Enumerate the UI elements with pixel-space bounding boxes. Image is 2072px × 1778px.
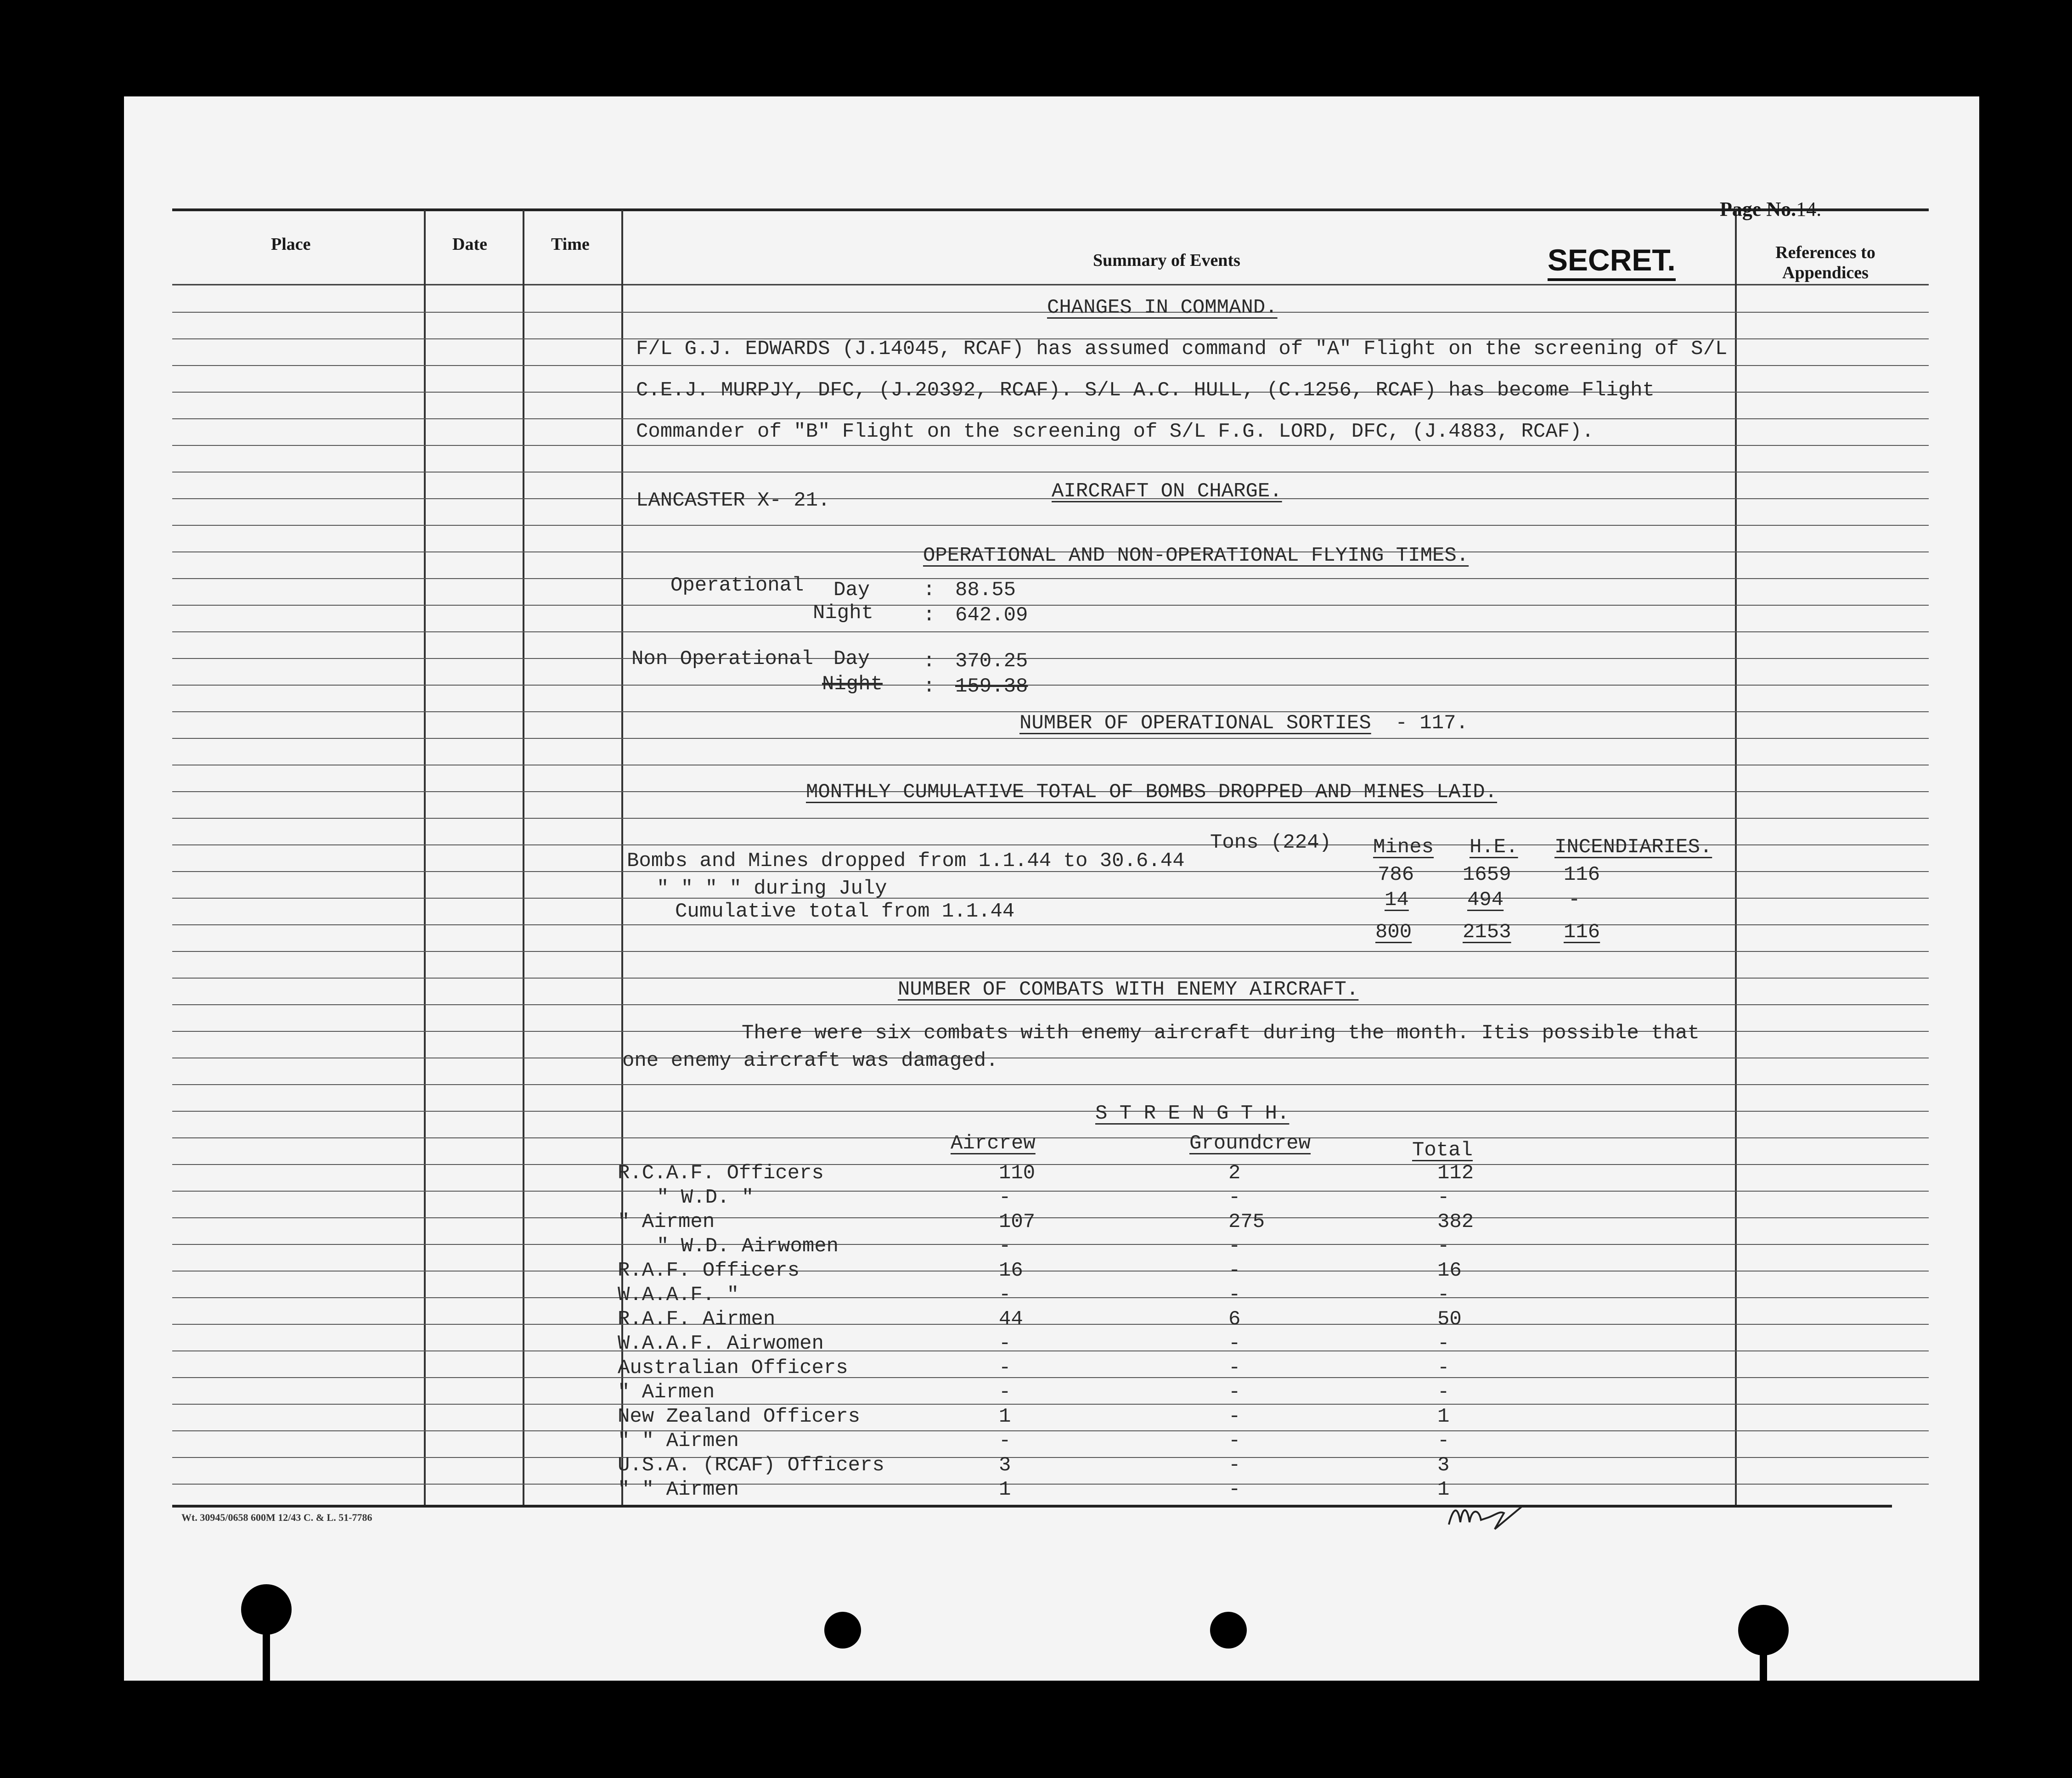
page-number-label: Page No.14. [1720, 198, 1822, 220]
strength-row-groundcrew: - [1228, 1429, 1241, 1452]
operational-night-label: Night [813, 602, 874, 625]
flying-times-heading: OPERATIONAL AND NON-OPERATIONAL FLYING TIMES. [923, 544, 1469, 567]
strength-row-label: R.C.A.F. Officers [618, 1162, 824, 1185]
changes-line-1: F/L G.J. EDWARDS (J.14045, RCAF) has assumed command of "A" Flight on the screening of S/L [636, 338, 1728, 360]
column-header-place: Place [271, 235, 311, 254]
column-header-date: Date [452, 235, 487, 254]
colon: : [923, 604, 935, 627]
bombs-row-label: Cumulative total from 1.1.44 [675, 900, 1015, 923]
bombs-row-he: 494 [1467, 889, 1504, 912]
strength-col-groundcrew: Groundcrew [1189, 1132, 1311, 1155]
strength-row-groundcrew: - [1228, 1405, 1241, 1428]
strength-row-total: - [1437, 1283, 1450, 1306]
bombs-heading: MONTHLY CUMULATIVE TOTAL OF BOMBS DROPPED AND MINES LAID. [806, 781, 1498, 804]
binder-hole [1210, 1612, 1247, 1649]
strength-row-groundcrew: - [1228, 1478, 1241, 1501]
operational-night-value: 642.09 [955, 604, 1028, 627]
strength-row-label: " Airmen [618, 1210, 715, 1233]
strength-row-groundcrew: 275 [1228, 1210, 1265, 1233]
strength-row-aircrew: - [999, 1235, 1011, 1258]
form-sheet [124, 96, 1979, 1681]
strength-row-groundcrew: - [1228, 1381, 1241, 1404]
aircraft-heading: AIRCRAFT ON CHARGE. [1052, 480, 1282, 503]
strength-row-groundcrew: - [1228, 1186, 1241, 1209]
bombs-row-inc: 116 [1564, 863, 1600, 886]
strength-row-aircrew: 3 [999, 1454, 1011, 1477]
strength-row-aircrew: 1 [999, 1478, 1011, 1501]
strength-row-aircrew: - [999, 1381, 1011, 1404]
strength-row-groundcrew: - [1228, 1283, 1241, 1306]
strength-row-total: 1 [1437, 1478, 1450, 1501]
strength-row-total: 3 [1437, 1454, 1450, 1477]
secret-stamp: SECRET. [1548, 242, 1676, 281]
strength-row-total: - [1437, 1356, 1450, 1379]
page-number: 14. [1796, 198, 1822, 220]
column-header-references: References to Appendices [1775, 243, 1875, 282]
strength-row-label: W.A.A.F. " [618, 1283, 739, 1306]
combats-line-2: one enemy aircraft was damaged. [622, 1049, 998, 1072]
strength-row-label: " W.D. " [657, 1186, 754, 1209]
strength-row-aircrew: 1 [999, 1405, 1011, 1428]
binder-hole-slot [1760, 1632, 1767, 1681]
bombs-total-he: 2153 [1463, 921, 1511, 944]
bombs-row-label: " " " " during July [657, 877, 887, 900]
bombs-row-label: Bombs and Mines dropped from 1.1.44 to 30.6.44 [627, 850, 1185, 872]
initials-signature [1444, 1497, 1536, 1534]
bombs-total-mines: 800 [1375, 921, 1412, 944]
combats-heading: NUMBER OF COMBATS WITH ENEMY AIRCRAFT. [898, 978, 1359, 1001]
strength-row-total: 1 [1437, 1405, 1450, 1428]
strength-row-label: " " Airmen [618, 1429, 739, 1452]
strength-row-groundcrew: 6 [1228, 1308, 1241, 1331]
strength-row-label: " Airmen [618, 1381, 715, 1404]
strength-row-label: Australian Officers [618, 1356, 848, 1379]
bombs-col-mines: Mines [1373, 836, 1434, 859]
strength-row-aircrew: - [999, 1429, 1011, 1452]
strength-row-total: - [1437, 1186, 1450, 1209]
strength-row-aircrew: - [999, 1332, 1011, 1355]
strength-row-aircrew: - [999, 1283, 1011, 1306]
strength-row-total: 50 [1437, 1308, 1462, 1331]
bombs-row-inc: - [1568, 889, 1581, 912]
bombs-col-incendiaries: INCENDIARIES. [1554, 836, 1712, 859]
strength-row-label: R.A.F. Officers [618, 1259, 800, 1282]
strength-row-label: " W.D. Airwomen [657, 1235, 839, 1258]
sorties-value: - 117. [1395, 712, 1468, 735]
non-operational-label: Non Operational [631, 647, 814, 670]
form-footer-code: Wt. 30945/0658 600M 12/43 C. & L. 51-7786 [181, 1512, 372, 1523]
strength-row-aircrew: 44 [999, 1308, 1023, 1331]
binder-hole-slot [263, 1612, 270, 1681]
strength-row-groundcrew: - [1228, 1454, 1241, 1477]
aircraft-count: LANCASTER X- 21. [636, 489, 830, 512]
non-operational-night-label: Night [822, 673, 883, 696]
strength-row-label: R.A.F. Airmen [618, 1308, 776, 1331]
sorties-line [1019, 712, 1468, 735]
strength-row-label: W.A.A.F. Airwomen [618, 1332, 824, 1355]
bombs-col-tons: Tons (224) [1210, 831, 1332, 854]
strength-row-aircrew: 16 [999, 1259, 1023, 1282]
strength-row-label: " " Airmen [618, 1478, 739, 1501]
strength-heading: S T R E N G T H. [1095, 1102, 1289, 1125]
column-header-summary: Summary of Events [1093, 251, 1240, 270]
bombs-row-he: 1659 [1463, 863, 1511, 886]
strength-row-groundcrew: - [1228, 1356, 1241, 1379]
strength-col-aircrew: Aircrew [951, 1132, 1036, 1155]
strength-row-total: - [1437, 1381, 1450, 1404]
operational-day-label: Day [833, 579, 870, 602]
strength-row-groundcrew: 2 [1228, 1162, 1241, 1185]
non-operational-night-value: 159.38 [955, 675, 1028, 698]
non-operational-day-value: 370.25 [955, 650, 1028, 673]
bombs-row-mines: 14 [1385, 889, 1409, 912]
bombs-row-mines: 786 [1378, 863, 1414, 886]
strength-row-aircrew: - [999, 1186, 1011, 1209]
strength-col-total: Total [1412, 1139, 1473, 1162]
ruled-lines [124, 96, 1979, 1681]
sorties-heading: NUMBER OF OPERATIONAL SORTIES [1019, 712, 1371, 735]
colon: : [923, 675, 935, 698]
strength-row-label: U.S.A. (RCAF) Officers [618, 1454, 884, 1477]
strength-row-aircrew: 107 [999, 1210, 1036, 1233]
binder-hole [824, 1612, 861, 1649]
strength-row-total: - [1437, 1332, 1450, 1355]
operational-day-value: 88.55 [955, 579, 1016, 602]
bombs-total-inc: 116 [1564, 921, 1600, 944]
changes-heading: CHANGES IN COMMAND. [1047, 296, 1278, 319]
strength-row-groundcrew: - [1228, 1259, 1241, 1282]
combats-line-1: There were six combats with enemy aircraft during the month. Itis possible that [742, 1022, 1700, 1045]
operational-label: Operational [670, 574, 804, 597]
non-operational-day-label: Day [833, 647, 870, 670]
strength-row-groundcrew: - [1228, 1235, 1241, 1258]
strength-row-total: - [1437, 1235, 1450, 1258]
colon: : [923, 650, 935, 673]
strength-row-total: 16 [1437, 1259, 1462, 1282]
strength-row-total: - [1437, 1429, 1450, 1452]
strength-row-aircrew: - [999, 1356, 1011, 1379]
strength-row-label: New Zealand Officers [618, 1405, 861, 1428]
colon: : [923, 579, 935, 602]
changes-line-2: C.E.J. MURPJY, DFC, (J.20392, RCAF). S/L A.C. HULL, (C.1256, RCAF) has become Flight [636, 379, 1655, 402]
bombs-col-he: H.E. [1470, 836, 1518, 859]
strength-row-total: 112 [1437, 1162, 1474, 1185]
strength-row-total: 382 [1437, 1210, 1474, 1233]
strength-row-groundcrew: - [1228, 1332, 1241, 1355]
changes-line-3: Commander of "B" Flight on the screening of S/L F.G. LORD, DFC, (J.4883, RCAF). [636, 420, 1594, 443]
column-header-time: Time [551, 235, 590, 254]
strength-row-aircrew: 110 [999, 1162, 1036, 1185]
